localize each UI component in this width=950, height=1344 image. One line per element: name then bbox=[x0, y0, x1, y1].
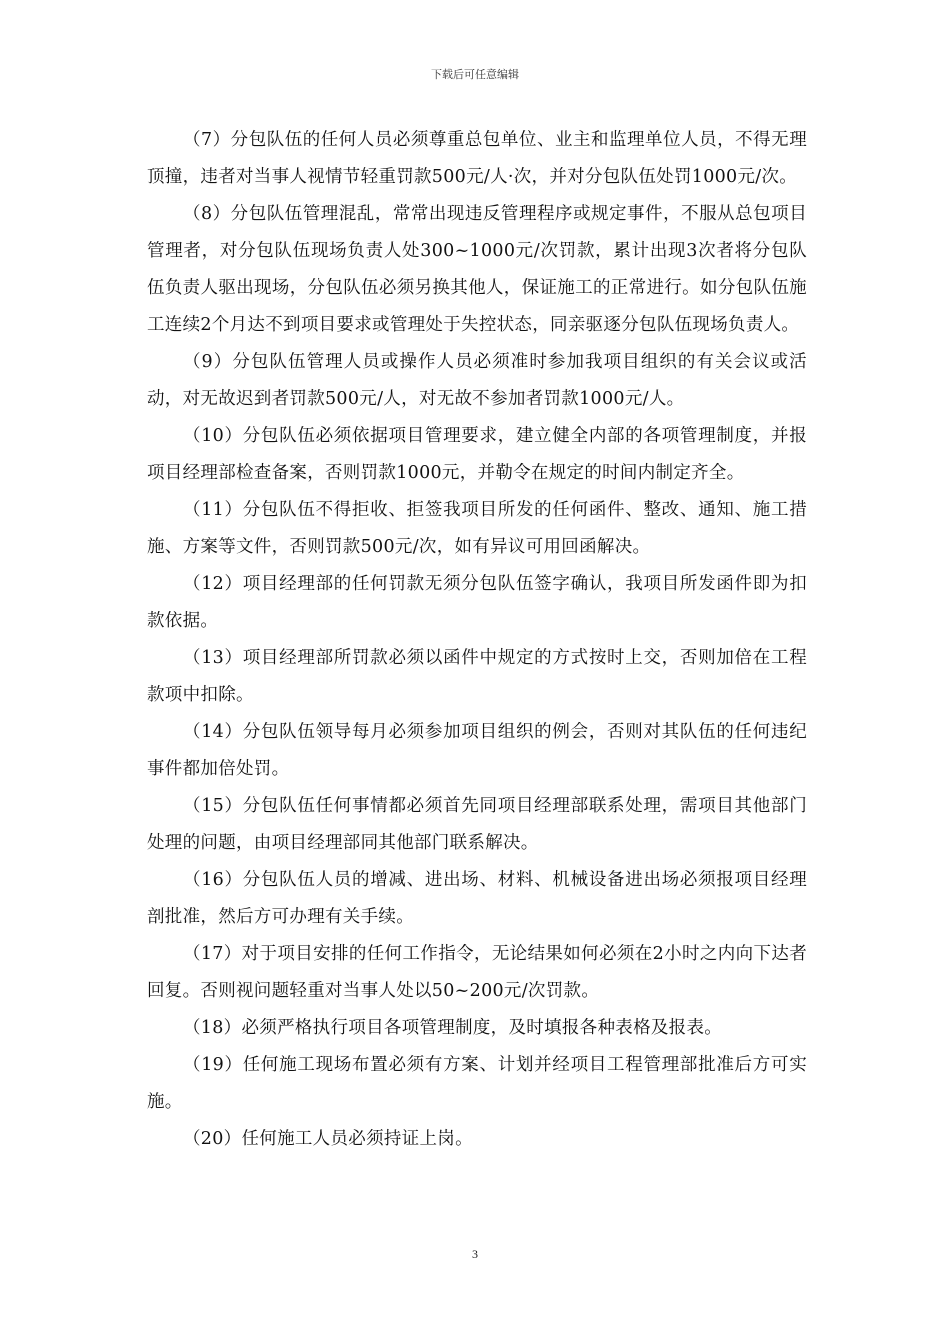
paragraph-9: （9）分包队伍管理人员或操作人员必须准时参加我项目组织的有关会议或活动，对无故迟到者罚款500元/人，对无故不参加者罚款1000元/人。 bbox=[147, 352, 807, 409]
paragraph-18: （18）必须严格执行项目各项管理制度，及时填报各种表格及报表。 bbox=[183, 1018, 723, 1038]
paragraph-15: （15）分包队伍任何事情都必须首先同项目经理部联系处理，需项目其他部门处理的问题，由项目经理部同其他部门联系解决。 bbox=[147, 796, 807, 853]
document-body bbox=[147, 122, 807, 1158]
paragraph-16: （16）分包队伍人员的增减、进出场、材料、机械设备进出场必须报项目经理剖批准，然后方可办理有关手续。 bbox=[147, 870, 807, 927]
paragraph-10: （10）分包队伍必须依据项目管理要求，建立健全内部的各项管理制度，并报项目经理部检查备案，否则罚款1000元，并勒令在规定的时间内制定齐全。 bbox=[147, 426, 807, 483]
paragraph-12: （12）项目经理部的任何罚款无须分包队伍签字确认，我项目所发函件即为扣款依据。 bbox=[147, 574, 807, 631]
paragraph-17: （17）对于项目安排的任何工作指令，无论结果如何必须在2小时之内向下达者回复。否则视问题轻重对当事人处以50~200元/次罚款。 bbox=[147, 944, 807, 1001]
page-number: 3 bbox=[472, 1247, 478, 1261]
paragraph-8: （8）分包队伍管理混乱，常常出现违反管理程序或规定事件，不服从总包项目管理者，对分包队伍现场负责人处300~1000元/次罚款，累计出现3次者将分包队伍负责人驱出现场，分包队伍必须另换其他人，保证施工的正常进行。如分包队伍施工连续2个月达不到项目要求或管理处于失控状态，同亲驱逐分包队伍现场负责人。 bbox=[147, 204, 807, 335]
paragraph-11: （11）分包队伍不得拒收、拒签我项目所发的任何函件、整改、通知、施工措施、方案等文件，否则罚款500元/次，如有异议可用回函解决。 bbox=[147, 500, 807, 557]
paragraph-14: （14）分包队伍领导每月必须参加项目组织的例会，否则对其队伍的任何违纪事件都加倍处罚。 bbox=[147, 722, 807, 779]
paragraph-13: （13）项目经理部所罚款必须以函件中规定的方式按时上交，否则加倍在工程款项中扣除。 bbox=[147, 648, 807, 705]
paragraph-19: （19）任何施工现场布置必须有方案、计划并经项目工程管理部批准后方可实施。 bbox=[147, 1055, 807, 1112]
paragraph-7: （7）分包队伍的任何人员必须尊重总包单位、业主和监理单位人员，不得无理顶撞，违者对当事人视情节轻重罚款500元/人·次，并对分包队伍处罚1000元/次。 bbox=[147, 130, 807, 187]
paragraph-20: （20）任何施工人员必须持证上岗。 bbox=[183, 1129, 473, 1149]
page-header: 下载后可任意编辑 bbox=[431, 68, 519, 81]
